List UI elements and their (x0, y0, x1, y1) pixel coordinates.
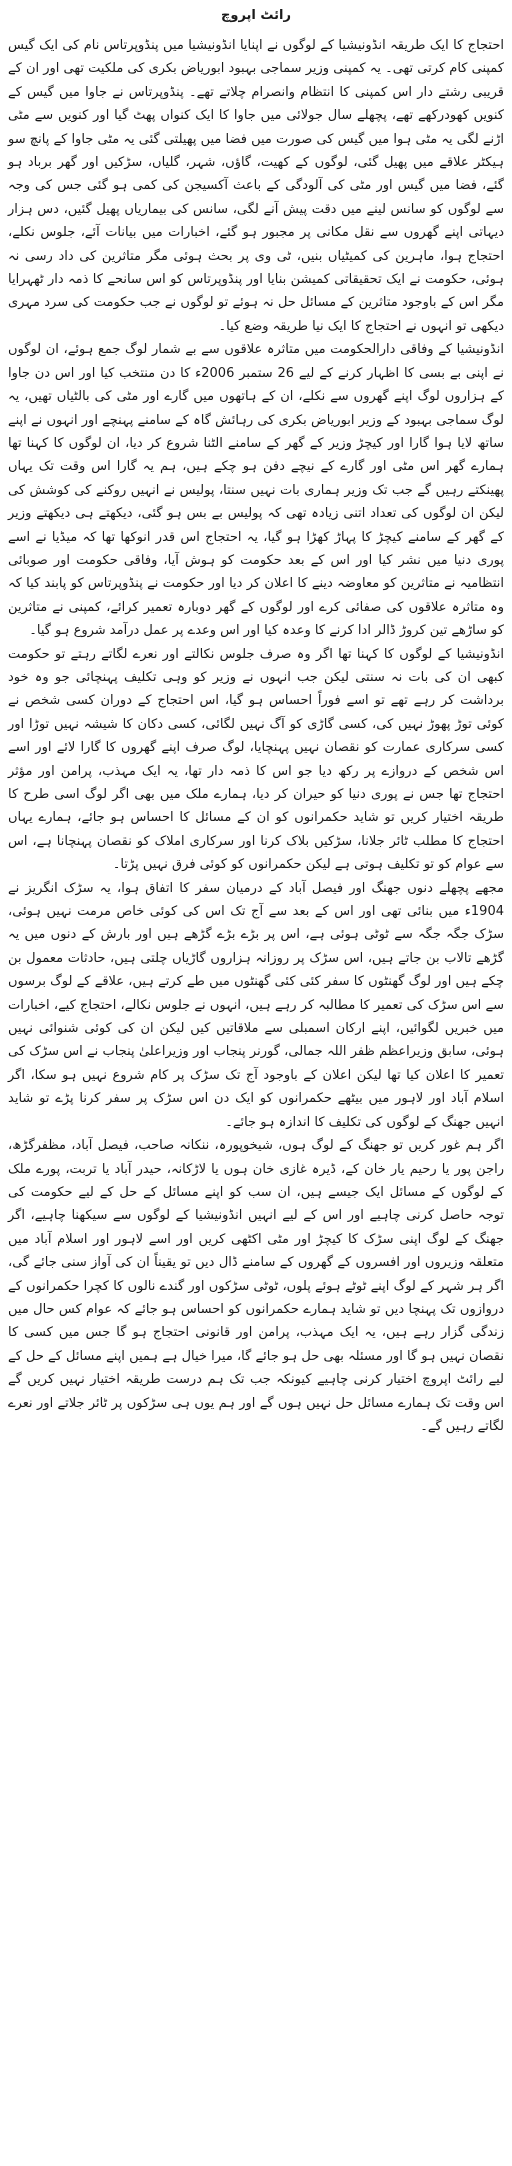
paragraph: اگر ہم غور کریں تو جھنگ کے لوگ ہوں، شیخوپورہ، ننکانہ صاحب، فیصل آباد، مظفرگڑھ، راجن پور یا رحیم یار خان کے، ڈیرہ غازی خان ہوں یا لاڑکانہ، حیدر آباد یا تربت، پورے ملک کے لوگوں کے مسائل ایک جیسے ہیں، ان سب کو اپنے مسائل کے حل کے لیے حکومت کی توجہ حاصل کرنی چاہیے اور اس کے لیے انہیں انڈونیشیا کے لوگوں سے سیکھنا چاہیے، اگر جھنگ کے لوگ اپنی سڑک کا کیچڑ اور مٹی اکٹھی کریں اور اسے لاہور اور اسلام آباد میں متعلقہ وزیروں اور افسروں کے گھروں کے سامنے ڈال دیں تو یقیناً ان کی آواز سنی جائے گی، اگر ہر شہر کے لوگ اپنے ٹوٹے ہوئے پلوں، ٹوٹی سڑکوں اور گندے نالوں کا کچرا حکمرانوں کے دروازوں تک پہنچا دیں تو شاید ہمارے حکمرانوں کو احساس ہو جائے کہ عوام کس حال میں زندگی گزار رہے ہیں، یہ ایک مہذب، پرامن اور قانونی احتجاج ہو گا جس میں کسی کا نقصان نہیں ہو گا اور مسئلہ بھی حل ہو جائے گا، میرا خیال ہے ہمیں اپنے مسائل کے حل کے لیے رائٹ اپروچ اختیار کرنی چاہیے کیونکہ جب تک ہم درست طریقہ اختیار نہیں کریں گے اس وقت تک ہمارے مسائل حل نہیں ہوں گے اور ہم یوں ہی سڑکوں پر ٹائر جلاتے اور نعرے لگاتے رہیں گے۔ (8, 1138, 504, 1434)
paragraph: مجھے پچھلے دنوں جھنگ اور فیصل آباد کے درمیان سفر کا اتفاق ہوا، یہ سڑک انگریز نے 1904ء میں بنائی تھی اور اس کے بعد سے آج تک اس کی کوئی خاص مرمت نہیں ہوئی، سڑک جگہ جگہ سے ٹوٹی ہوئی ہے، اس پر بڑے بڑے گڑھے ہیں اور بارش کے دنوں میں یہ گڑھے تالاب بن جاتے ہیں، اس سڑک پر روزانہ ہزاروں گاڑیاں چلتی ہیں، حادثات معمول بن چکے ہیں اور لوگ گھنٹوں کا سفر کئی کئی گھنٹوں میں طے کرتے ہیں، علاقے کے لوگ برسوں سے اس سڑک کی تعمیر کا مطالبہ کر رہے ہیں، انہوں نے جلوس نکالے، احتجاج کیے، اخبارات میں خبریں لگوائیں، اپنے ارکان اسمبلی سے ملاقاتیں کیں لیکن ان کی کوئی شنوائی نہیں ہوئی، سابق وزیراعظم ظفر اللہ جمالی، گورنر پنجاب اور وزیراعلیٰ پنجاب نے اس سڑک کی تعمیر کا اعلان کیا تھا لیکن اعلان کے باوجود آج تک سڑک پر کام شروع نہیں ہو سکا، اگر اسلام آباد اور لاہور میں بیٹھے حکمرانوں کو ایک دن اس سڑک پر سفر کرنا پڑے تو شاید انہیں جھنگ کے لوگوں کی تکلیف کا اندازہ ہو جائے۔ (8, 880, 504, 1130)
paragraph: انڈونیشیا کے وفاقی دارالحکومت میں متاثرہ علاقوں سے بے شمار لوگ جمع ہوئے، ان لوگوں نے اپنی بے بسی کا اظہار کرنے کے لیے 26 ستمبر 2006ء کا دن منتخب کیا اور اس دن جاوا کے ہزاروں لوگ اپنے گھروں سے نکلے، ان کے ہاتھوں میں گارے اور مٹی کی بالٹیاں تھیں، یہ لوگ سماجی بہبود کے وزیر ابوریاض بکری کی رہائش گاہ کے سامنے پہنچے اور انہوں نے اپنے ساتھ لایا ہوا گارا اور کیچڑ وزیر کے گھر کے سامنے الٹنا شروع کر دیا، ان لوگوں کا کہنا تھا ہمارے گھر اس مٹی اور گارے کے نیچے دفن ہو چکے ہیں، ہم یہ گارا اس وقت تک یہاں پھینکتے رہیں گے جب تک وزیر ہماری بات نہیں سنتا، پولیس نے انہیں روکنے کی کوشش کی لیکن ان لوگوں کی تعداد اتنی زیادہ تھی کہ پولیس بے بس ہو گئی، دیکھتے ہی دیکھتے وزیر کے گھر کے سامنے کیچڑ کا پہاڑ کھڑا ہو گیا، یہ احتجاج اس قدر انوکھا تھا کہ میڈیا نے اسے پوری دنیا میں نشر کیا اور اس کے بعد حکومت کو ہوش آیا، وفاقی حکومت اور صوبائی انتظامیہ نے متاثرین کو معاوضہ دینے کا اعلان کر دیا اور حکومت نے پنڈوپرتاس کو پابند کیا کہ وہ متاثرہ علاقوں کی صفائی کرے اور لوگوں کے گھر دوبارہ تعمیر کرائے، کمپنی نے متاثرین کو ساڑھے تین کروڑ ڈالر ادا کرنے کا وعدہ کیا اور اس وعدے پر عمل درآمد شروع ہو گیا۔ (8, 342, 504, 639)
article-title: رائٹ اپروچ (221, 8, 291, 23)
paragraph: احتجاج کا ایک طریقہ انڈونیشیا کے لوگوں نے اپنایا انڈونیشیا میں پنڈوپرتاس نام کی ایک گیس کمپنی کام کرتی تھی۔ یہ کمپنی وزیر سماجی بہبود ابوریاض بکری کی ملکیت تھی اور ان کے قریبی رشتے دار اس کمپنی کا انتظام وانصرام چلاتے تھے۔ پنڈوپرتاس نے جاوا میں گیس کے کنویں کھودرکھے تھے، پچھلے سال جولائی میں جاوا کا ایک کنواں پھٹ گیا اور کنویں سے مٹی اڑنے لگی یہ مٹی ہوا میں گیس کی صورت میں فضا میں پھیلتی گئی یہ مٹی جاوا کے پانچ سو ہیکٹر علاقے میں پھیل گئی، لوگوں کے کھیت، گاؤں، شہر، گلیاں، سڑکیں اور گھر برباد ہو گئے، فضا میں گیس اور مٹی کی آلودگی کے باعث آکسیجن کی کمی ہو گئی جس کی وجہ سے لوگوں کو سانس لینے میں دقت پیش آنے لگی، سانس کی بیماریاں پھیل گئیں، دس ہزار دیہاتی اپنے گھروں سے نقل مکانی پر مجبور ہو گئے، اخبارات میں بیانات آئے، جلوس نکلے، احتجاج ہوا، ماہرین کی کمیٹیاں بنیں، ٹی وی پر بحث ہوئی مگر متاثرین کی داد رسی نہ ہوئی، حکومت نے ایک تحقیقاتی کمیشن بنایا اور پنڈوپرتاس کو اس سانحے کا ذمہ دار ٹھہرایا مگر اس کے باوجود متاثرین کے مسائل حل نہ ہوئے تو لوگوں نے جب حکومت کی سرد مہری دیکھی تو انہوں نے احتجاج کا ایک نیا طریقہ وضع کیا۔ (8, 38, 505, 334)
article-body (8, 34, 504, 1438)
paragraph: انڈونیشیا کے لوگوں کا کہنا تھا اگر وہ صرف جلوس نکالتے اور نعرے لگاتے رہتے تو حکومت کبھی ان کی بات نہ سنتی لیکن جب انہوں نے وزیر کو وہی تکلیف پہنچائی جو وہ خود برداشت کر رہے تھے تو اسے فوراً احساس ہو گیا، اس احتجاج کے دوران کسی شخص نے کوئی توڑ پھوڑ نہیں کی، کسی گاڑی کو آگ نہیں لگائی، کسی دکان کا شیشہ نہیں توڑا اور کسی سرکاری عمارت کو نقصان نہیں پہنچایا، لوگ صرف اپنے گھروں کا گارا لائے اور اسے اس شخص کے دروازے پر رکھ دیا جو اس کا ذمہ دار تھا، یہ ایک مہذب، پرامن اور مؤثر احتجاج تھا جس نے پوری دنیا کو حیران کر دیا، ہمارے ملک میں بھی اگر لوگ اسی طرح کا طریقہ اختیار کریں تو شاید حکمرانوں کو ان کے مسائل کا احساس ہو جائے، ہمارے یہاں احتجاج کا مطلب ٹائر جلانا، سڑکیں بلاک کرنا اور سرکاری املاک کو نقصان پہنچانا ہے، اس سے عوام کو تو تکلیف ہوتی ہے لیکن حکمرانوں کو کوئی فرق نہیں پڑتا۔ (8, 646, 504, 873)
